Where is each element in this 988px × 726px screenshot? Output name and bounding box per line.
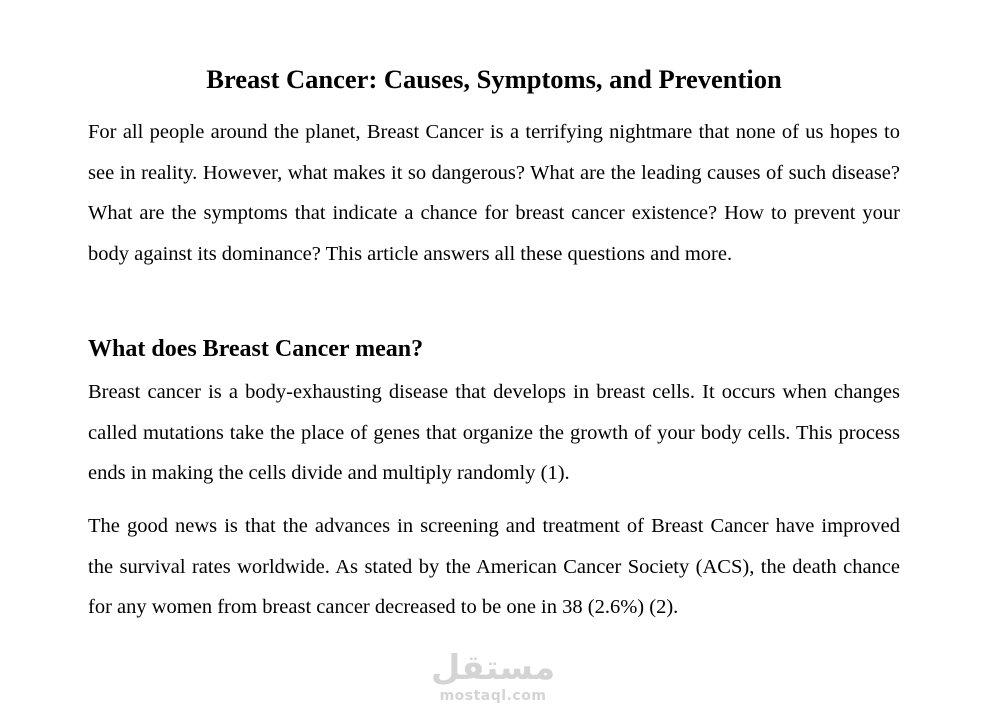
- section-heading: What does Breast Cancer mean?: [88, 336, 424, 362]
- watermark-arabic: مستقل: [430, 648, 556, 688]
- document-title: Breast Cancer: Causes, Symptoms, and Prevention: [206, 64, 782, 94]
- intro-paragraph: For all people around the planet, Breast Cancer is a terrifying nightmare that none of us hopes to see in reality. However, what makes it so dangerous? What are the leading causes of such disease? What are the symptoms that indicate a chance for breast cancer existence? How to prevent your body against its dominance? This article answers all these questions and more.: [88, 121, 900, 265]
- section-paragraph-1: Breast cancer is a body-exhausting disease that develops in breast cells. It occurs when changes called mutations take the place of genes that organize the growth of your body cells. This process ends in making the cells divide and multiply randomly (1).: [88, 381, 900, 484]
- mostaql-watermark: [430, 648, 556, 704]
- watermark-latin: mostaql.com: [439, 688, 547, 704]
- section-paragraph-2: The good news is that the advances in screening and treatment of Breast Cancer have improved the survival rates worldwide. As stated by the American Cancer Society (ACS), the death chance for any women from breast cancer decreased to be one in 38 (2.6%) (2).: [88, 515, 900, 618]
